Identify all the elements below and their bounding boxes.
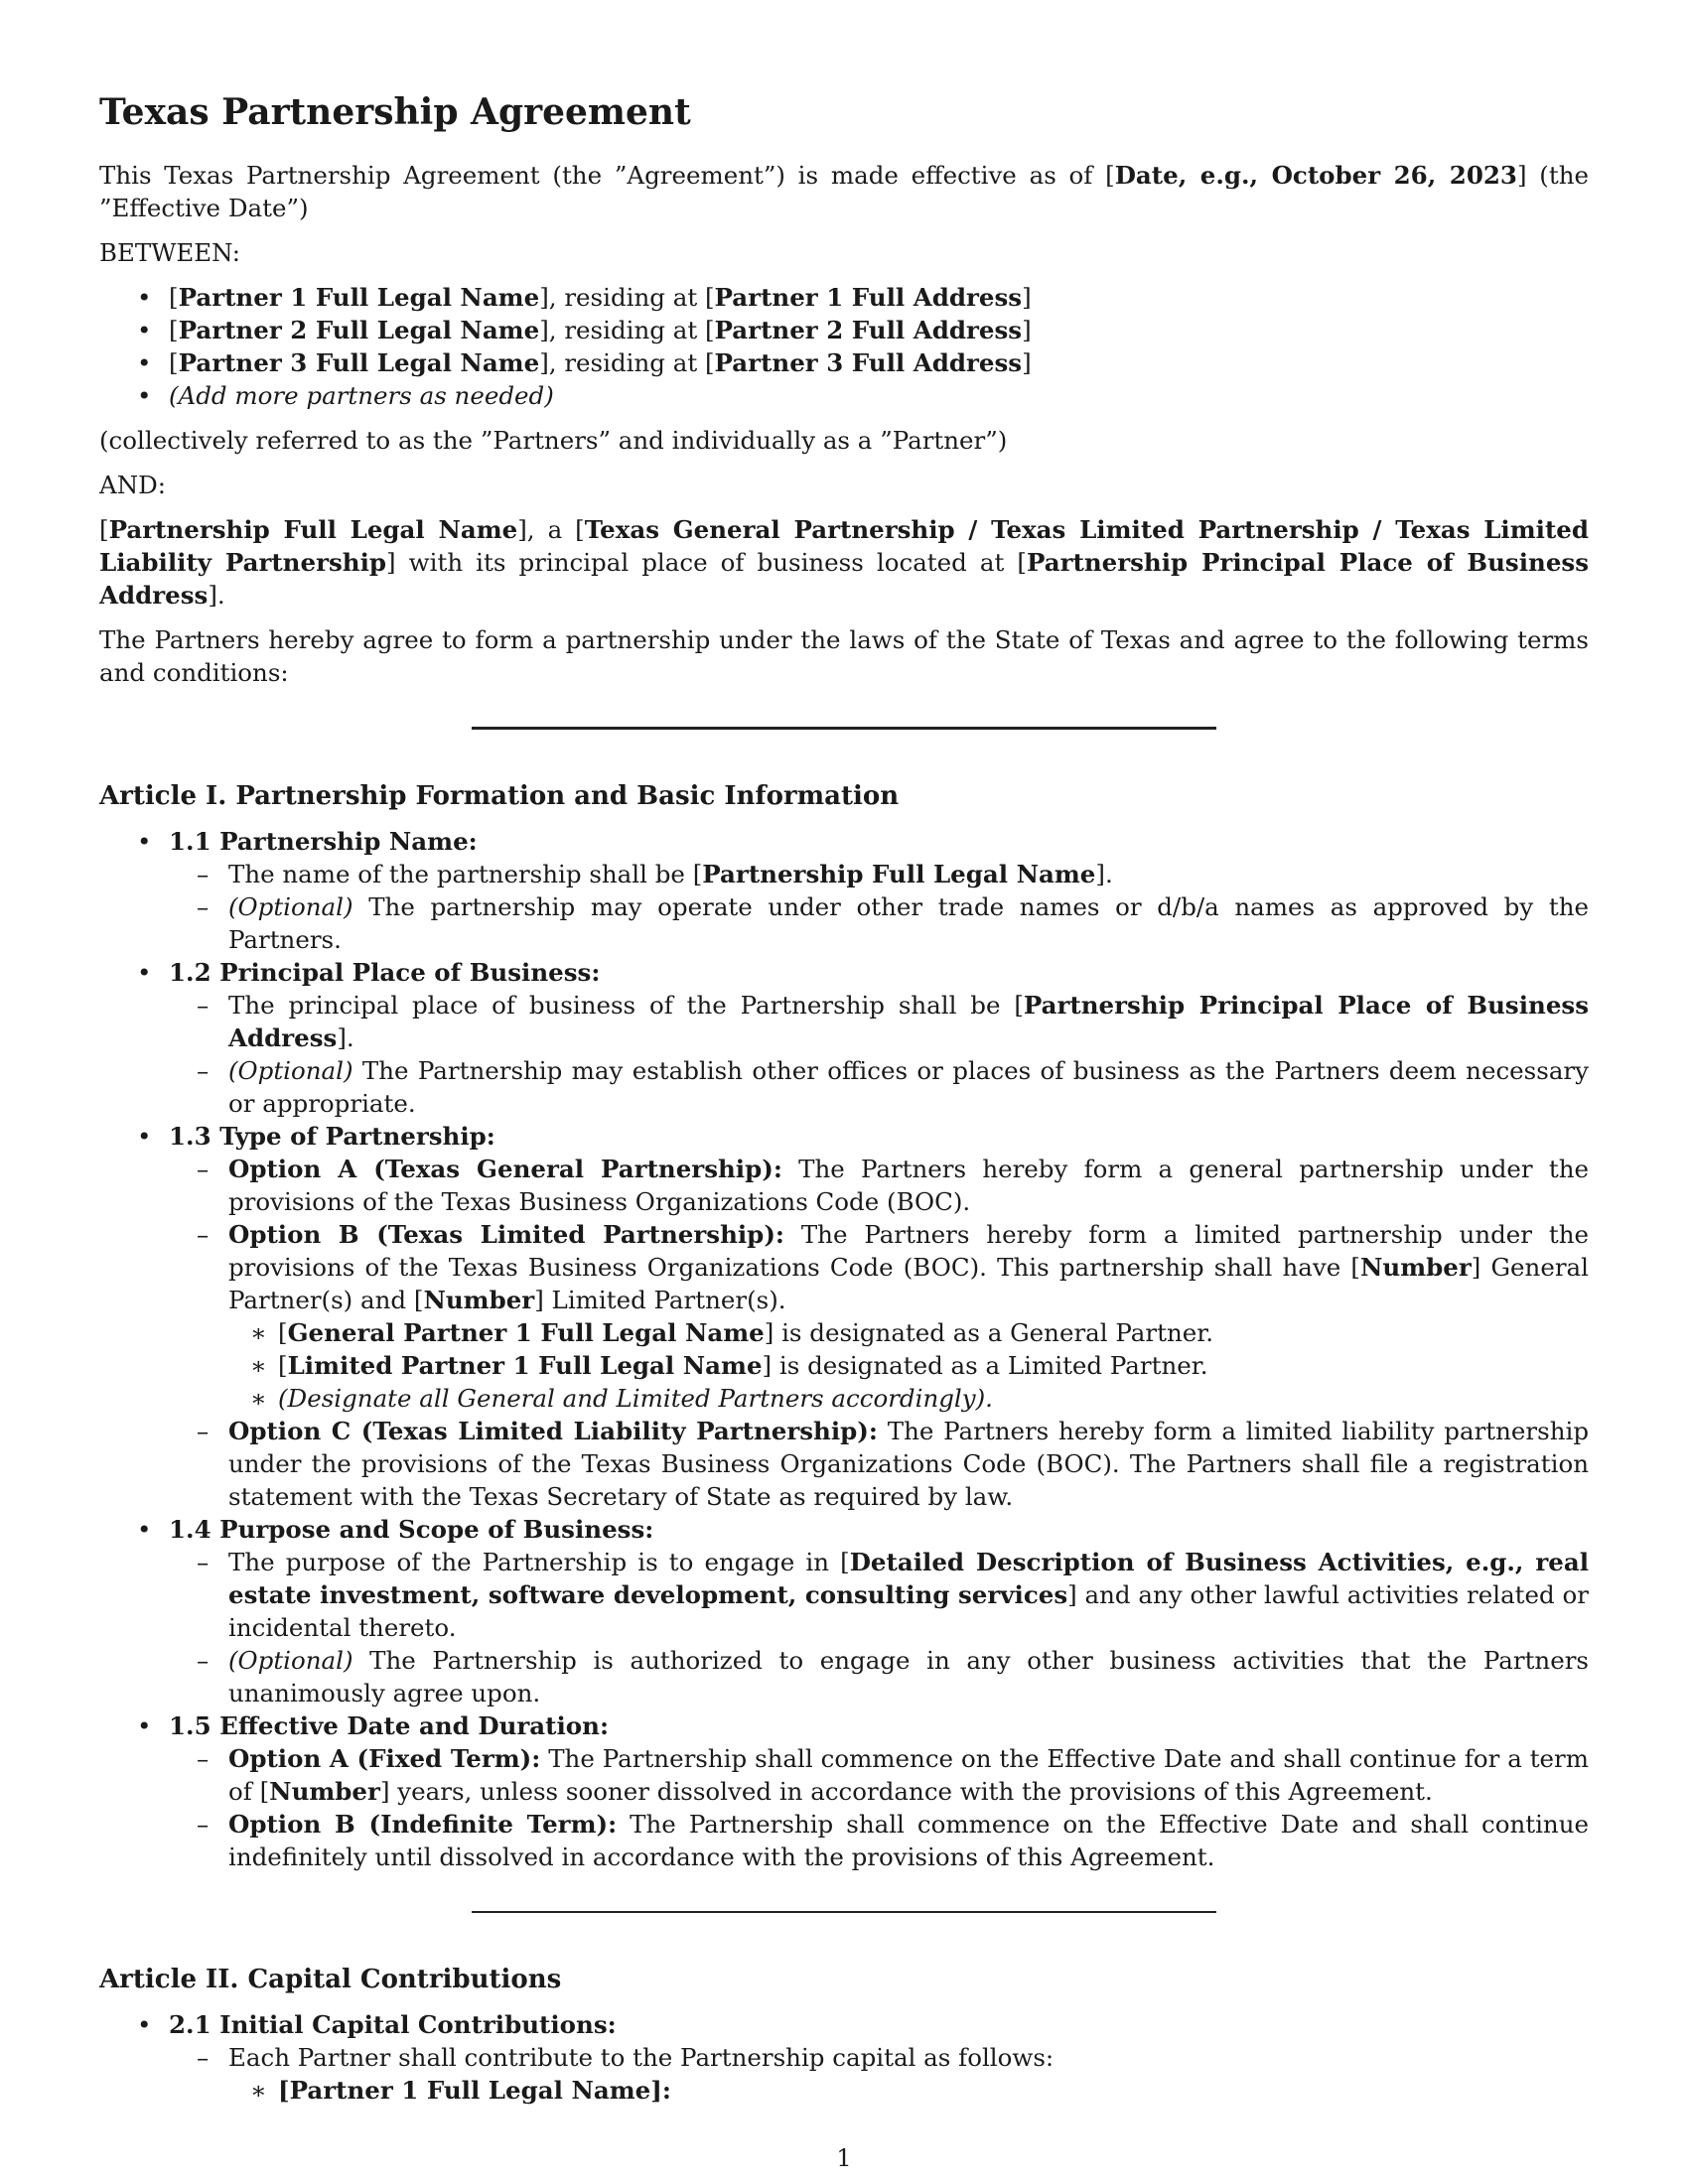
clause-text: The Partnership may establish other offices or places of business as the Partners deem necessary or appropriate. (228, 1056, 1589, 1118)
option-label: Option A (Fixed Term): (228, 1744, 541, 1773)
list-item: • [Partner 1 Full Legal Name], residing at [Partner 1 Full Address] (99, 281, 1589, 314)
residing-text: ], residing at [ (539, 316, 715, 344)
article-heading: Article II. Capital Contributions (99, 1965, 562, 1994)
clause-text: The name of the partnership shall be [ (228, 860, 703, 888)
clause-text: The Partners hereby form a limited partnership under the provisions of the Texas Business Organizations Code (BOC). This partnership shall have [ (228, 1220, 1589, 1282)
placeholder: Partnership Principal Place of Business Address (228, 991, 1589, 1052)
section-divider (472, 727, 1216, 730)
placeholder: Partner 1 Full Legal Name (289, 2076, 651, 2105)
clause-text: ]. (1095, 860, 1113, 888)
sub-list (99, 2041, 1589, 2107)
list-item (99, 1218, 1589, 1415)
list-item (99, 1808, 1589, 1873)
clause-text: Each Partner shall contribute to the Partnership capital as follows: (228, 2043, 1055, 2072)
placeholder: General Partner 1 Full Legal Name (287, 1318, 765, 1347)
intro-text: This Texas Partnership Agreement (the ”Agreement”) is made effective as of [ (99, 161, 1115, 190)
optional-label: (Optional) (228, 1646, 353, 1675)
entity-address: Partnership Principal Place of Business Address (99, 548, 1589, 610)
sub-sub-list (99, 1316, 1589, 1415)
list-item (99, 379, 1589, 412)
entity-text: ] with its principal place of business located at [ (386, 548, 1027, 577)
partner-name: Partner 3 Full Legal Name (178, 348, 540, 377)
partner-name: Partner 2 Full Legal Name (178, 316, 540, 344)
list-item (99, 1054, 1589, 1120)
add-more-note: (Add more partners as needed) (169, 381, 554, 410)
clause-text: ] Limited Partner(s). (534, 1286, 786, 1314)
list-item (99, 989, 1589, 1054)
section-1-4 (99, 1513, 1589, 1709)
article-1-list (99, 825, 1589, 1873)
residing-text: ], residing at [ (539, 348, 715, 377)
option-label: Option B (Texas Limited Partnership): (228, 1220, 784, 1249)
list-item: ∗ [Partner 1 Full Legal Name]: (99, 2074, 1589, 2107)
between-label: BETWEEN: (99, 238, 240, 267)
list-item (99, 1415, 1589, 1513)
page-number: 1 (836, 2144, 852, 2172)
list-item (99, 1153, 1589, 1218)
option-label: Option B (Indefinite Term): (228, 1810, 618, 1839)
option-label: Option A (Texas General Partnership): (228, 1155, 782, 1183)
intro-text-end: ] (the ”Effective Date”) (99, 161, 1589, 222)
designate-note: (Designate all General and Limited Partners accordingly). (278, 1384, 993, 1413)
clause-text: ]. (337, 1024, 354, 1052)
list-item (99, 1644, 1589, 1709)
document-page (99, 79, 1589, 2107)
clause-text: ] is designated as a General Partner. (764, 1318, 1214, 1347)
section-1-5 (99, 1709, 1589, 1873)
section-title: 1.3 Type of Partnership: (169, 1122, 495, 1151)
sub-sub-list (99, 2074, 1589, 2107)
residing-text: ], residing at [ (539, 283, 715, 312)
partner-address: Partner 3 Full Address (714, 348, 1023, 377)
clause-text: ] General Partner(s) and [ (228, 1253, 1589, 1314)
sub-list (99, 1546, 1589, 1709)
partner-list (99, 281, 1589, 412)
clause-text: The partnership may operate under other trade names or d/b/a names as approved by the Partners. (228, 892, 1589, 954)
list-item (99, 858, 1589, 890)
clause-text: The principal place of business of the Partnership shall be [ (228, 991, 1024, 1020)
clause-text: The Partnership shall commence on the Effective Date and shall continue for a term of [ (228, 1744, 1589, 1806)
entity-text: ], a [ (517, 515, 585, 544)
placeholder: Limited Partner 1 Full Legal Name (287, 1351, 763, 1380)
optional-label: (Optional) (228, 892, 353, 921)
clause-text: The Partnership is authorized to engage in any other business activities that the Partners unanimously agree upon. (228, 1646, 1589, 1707)
intro-paragraph (99, 159, 1589, 224)
and-label: AND: (99, 471, 167, 499)
placeholder: Number (269, 1777, 380, 1806)
list-item (99, 890, 1589, 956)
clause-text: The Partnership shall commence on the Effective Date and shall continue indefinitely until dissolved in accordance with the provisions of this Agreement. (228, 1810, 1589, 1871)
document-title: Texas Partnership Agreement (99, 91, 691, 133)
optional-label: (Optional) (228, 1056, 353, 1085)
section-2-1 (99, 2008, 1589, 2107)
section-divider (472, 1911, 1216, 1913)
sub-list (99, 989, 1589, 1120)
section-1-2 (99, 956, 1589, 1120)
option-label: Option C (Texas Limited Liability Partnership): (228, 1417, 878, 1445)
clause-text: ] is designated as a Limited Partner. (762, 1351, 1208, 1380)
agree-paragraph: The Partners hereby agree to form a partnership under the laws of the State of Texas and agree to the following terms and conditions: (99, 625, 1589, 687)
placeholder: Partnership Full Legal Name (702, 860, 1096, 888)
entity-paragraph: [Partnership Full Legal Name], a [Texas General Partnership / Texas Limited Partnership / Texas Limited Liability Partnership] with its principal place of business located at [Partnership Principal Place of Business Address]. (99, 515, 1590, 610)
clause-text: The Partners hereby form a limited liability partnership under the provisions of the Texas Business Organizations Code (BOC). The Partners shall file a registration statement with the Texas Secretary of State as required by law. (228, 1417, 1589, 1511)
collectively-paragraph: (collectively referred to as the ”Partners” and individually as a ”Partner”) (99, 426, 1008, 455)
sub-list (99, 1742, 1589, 1873)
clause-text: The Partners hereby form a general partnership under the provisions of the Texas Business Organizations Code (BOC). (228, 1155, 1589, 1216)
clause-text: ] and any other lawful activities related or incidental thereto. (228, 1580, 1589, 1642)
clause-text: ] years, unless sooner dissolved in accordance with the provisions of this Agreement. (379, 1777, 1433, 1806)
entity-type: Texas General Partnership / Texas Limited Partnership / Texas Limited Liability Partnership (99, 515, 1590, 577)
placeholder: Detailed Description of Business Activities, e.g., real estate investment, software development, consulting services (228, 1548, 1589, 1609)
entity-text: ]. (208, 581, 225, 610)
placeholder: Number (423, 1286, 535, 1314)
partner-address: Partner 1 Full Address (714, 283, 1023, 312)
section-1-3 (99, 1120, 1589, 1513)
list-item: ∗ [Limited Partner 1 Full Legal Name] is designated as a Limited Partner. (99, 1349, 1589, 1382)
section-title: 1.4 Purpose and Scope of Business: (169, 1515, 654, 1544)
sub-list (99, 1153, 1589, 1513)
entity-name: Partnership Full Legal Name (108, 515, 518, 544)
list-item (99, 1546, 1589, 1644)
sub-list (99, 858, 1589, 956)
article-heading: Article I. Partnership Formation and Basic Information (99, 781, 900, 811)
article-2-list (99, 2008, 1589, 2107)
clause-text: The purpose of the Partnership is to engage in [ (228, 1548, 850, 1576)
clause-text: ]: (650, 2076, 671, 2105)
effective-date-placeholder: Date, e.g., October 26, 2023 (1114, 161, 1517, 190)
section-title: 1.1 Partnership Name: (169, 827, 478, 856)
list-item: ∗ [General Partner 1 Full Legal Name] is designated as a General Partner. (99, 1316, 1589, 1349)
list-item: • [Partner 2 Full Legal Name], residing at [Partner 2 Full Address] (99, 314, 1589, 346)
section-title: 1.2 Principal Place of Business: (169, 958, 601, 987)
section-title: 2.1 Initial Capital Contributions: (169, 2010, 617, 2039)
list-item (99, 2041, 1589, 2107)
list-item: • [Partner 3 Full Legal Name], residing at [Partner 3 Full Address] (99, 346, 1589, 379)
partner-name: Partner 1 Full Legal Name (178, 283, 540, 312)
partner-address: Partner 2 Full Address (714, 316, 1023, 344)
section-title: 1.5 Effective Date and Duration: (169, 1711, 609, 1740)
placeholder: Number (1359, 1253, 1472, 1282)
list-item (99, 1742, 1589, 1808)
section-1-1 (99, 825, 1589, 956)
list-item (99, 1382, 1589, 1415)
